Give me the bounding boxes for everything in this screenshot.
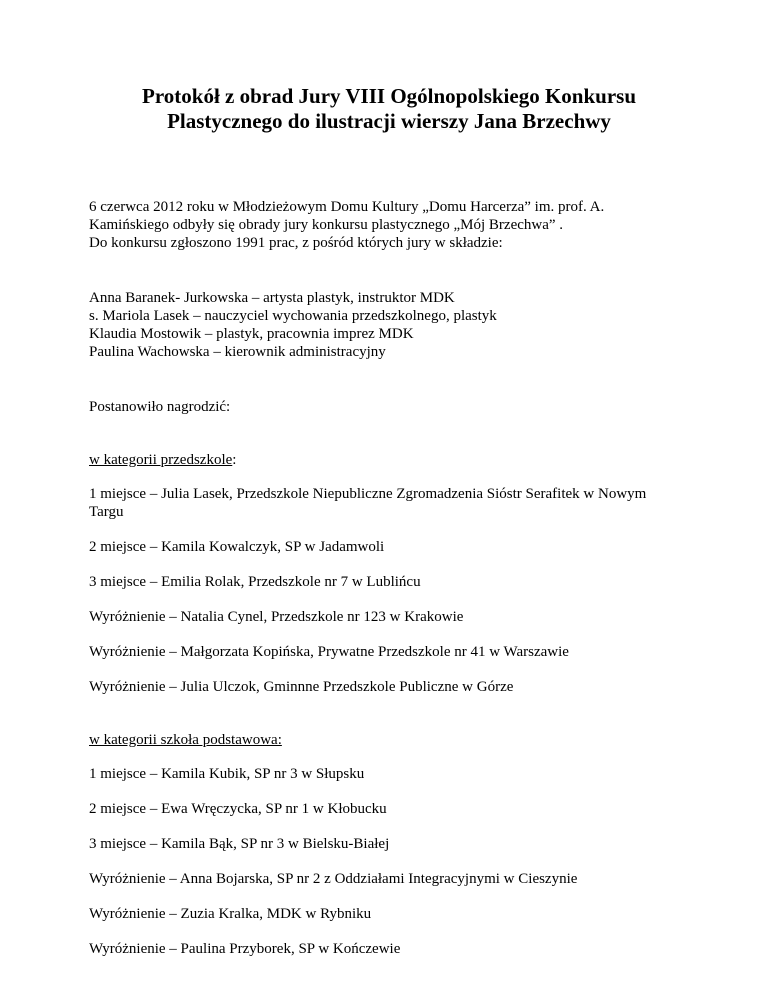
jury-member: Anna Baranek- Jurkowska – artysta plastyk, instruktor MDK [89, 290, 455, 306]
decision-text: Postanowiło nagrodzić: [89, 399, 231, 415]
award-entry: Wyróżnienie – Julia Ulczok, Gminnne Przedszkole Publiczne w Górze [89, 679, 514, 695]
award-entry: Wyróżnienie – Zuzia Kralka, MDK w Rybniku [89, 906, 372, 922]
intro-line-3: Do konkursu zgłoszono 1991 prac, z pośród których jury w składzie: [89, 235, 503, 251]
document-title [89, 84, 689, 134]
award-entry: Wyróżnienie – Paulina Przyborek, SP w Kończewie [89, 941, 401, 957]
award-entry: 1 miejsce – Julia Lasek, Przedszkole Niepubliczne Zgromadzenia Sióstr Serafitek w Nowym [89, 486, 647, 502]
category-heading-primary-school: w kategorii szkoła podstawowa: [89, 732, 282, 748]
award-entry: 1 miejsce – Kamila Kubik, SP nr 3 w Słupsku [89, 766, 365, 782]
category-heading-preschool-label: w kategorii przedszkole [89, 452, 233, 468]
category-heading-preschool [89, 451, 236, 469]
intro-line-1: 6 czerwca 2012 roku w Młodzieżowym Domu Kultury „Domu Harcerza” im. prof. A. [89, 199, 605, 215]
award-entry: Wyróżnienie – Anna Bojarska, SP nr 2 z Oddziałami Integracyjnymi w Cieszynie [89, 871, 578, 887]
award-entry: Wyróżnienie – Małgorzata Kopińska, Prywatne Przedszkole nr 41 w Warszawie [89, 644, 569, 660]
award-entry: 2 miejsce – Ewa Wręczycka, SP nr 1 w Kłobucku [89, 801, 387, 817]
award-entry: 2 miejsce – Kamila Kowalczyk, SP w Jadamwoli [89, 539, 385, 555]
jury-member: s. Mariola Lasek – nauczyciel wychowania przedszkolnego, plastyk [89, 308, 497, 324]
award-entry-continuation: Targu [89, 504, 124, 520]
award-entry: Wyróżnienie – Natalia Cynel, Przedszkole nr 123 w Krakowie [89, 609, 464, 625]
title-line-2: Plastycznego do ilustracji wierszy Jana Brzechwy [167, 109, 611, 133]
intro-line-2: Kamińskiego odbyły się obrady jury konkursu plastycznego „Mój Brzechwa” . [89, 217, 564, 233]
award-entry: 3 miejsce – Emilia Rolak, Przedszkole nr 7 w Lublińcu [89, 574, 421, 590]
jury-member: Paulina Wachowska – kierownik administracyjny [89, 344, 386, 360]
category-heading-colon: : [232, 452, 237, 468]
jury-member: Klaudia Mostowik – plastyk, pracownia imprez MDK [89, 326, 414, 342]
title-line-1: Protokół z obrad Jury VIII Ogólnopolskiego Konkursu [142, 84, 636, 108]
award-entry: 3 miejsce – Kamila Bąk, SP nr 3 w Bielsku-Białej [89, 836, 390, 852]
